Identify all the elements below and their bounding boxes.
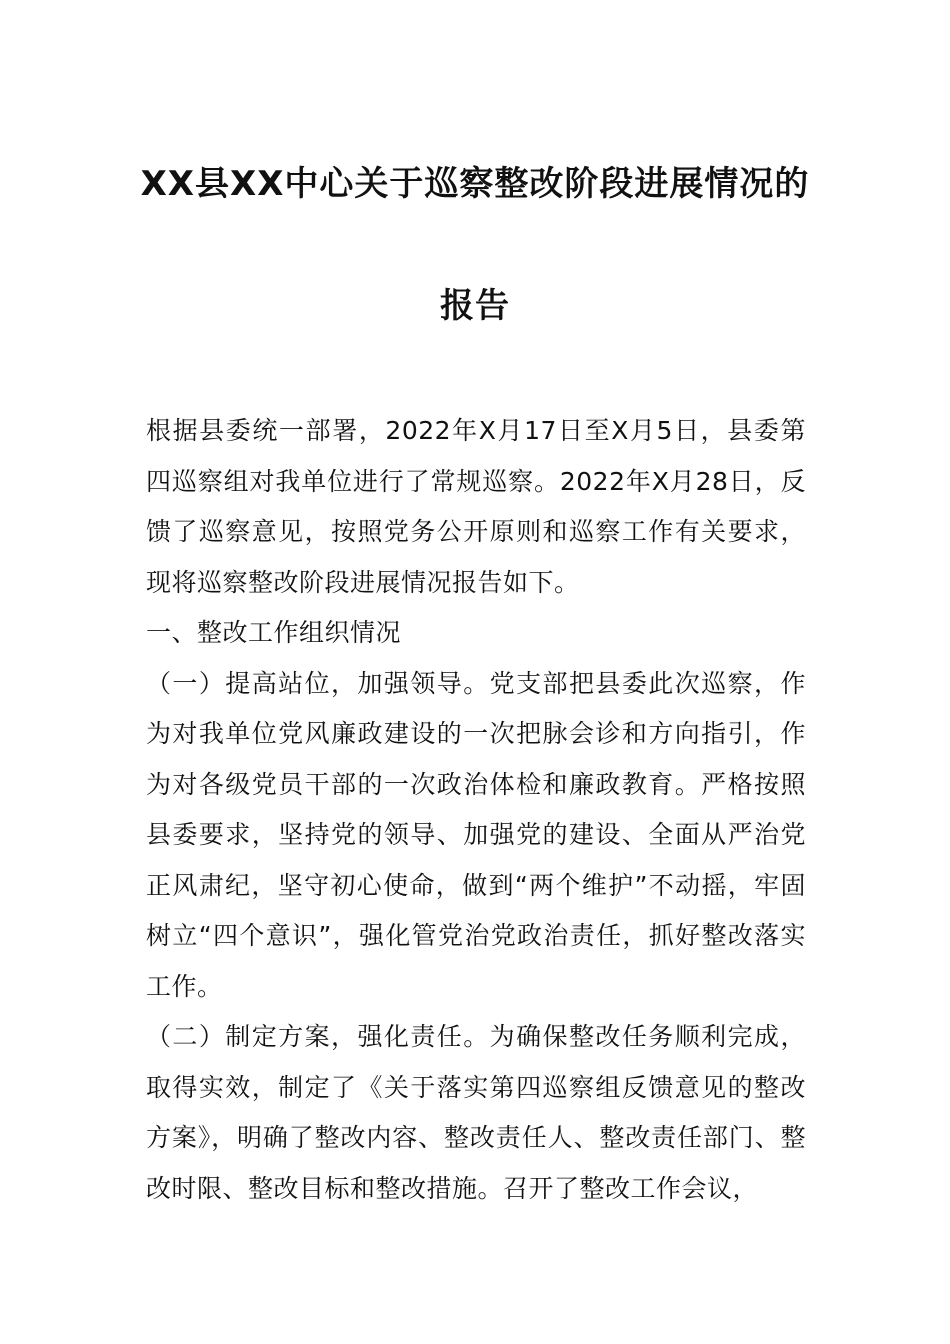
paragraph-subsection-1: （一）提高站位，加强领导。党支部把县委此次巡察，作为对我单位党风廉政建设的一次把脉会诊和方向指引，作为对各级党员干部的一次政治体检和廉政教育。严格按照县委要求，坚持党的领导、加强党的建设、全面从严治党正风肃纪，坚守初心使命，做到“两个维护”不动摇，牢固树立“四个意识”，强化管党治党政治责任，抓好整改落实工作。 [146, 668, 806, 1001]
section-heading-1: 一、整改工作组织情况 [146, 618, 402, 647]
paragraph-intro: 根据县委统一部署，2022年X月17日至X月5日，县委第四巡察组对我单位进行了常规巡察。2022年X月28日，反馈了巡察意见，按照党务公开原则和巡察工作有关要求，现将巡察整改阶段进展情况报告如下。 [146, 416, 806, 597]
document-body [146, 406, 806, 1214]
document-title-line-2: 报告 [440, 286, 510, 326]
paragraph-subsection-2: （二）制定方案，强化责任。为确保整改任务顺利完成，取得实效，制定了《关于落实第四巡察组反馈意见的整改方案》，明确了整改内容、整改责任人、整改责任部门、整改时限、整改目标和整改措施。召开了整改工作会议， [146, 1022, 806, 1203]
document-title-line-1: XX县XX中心关于巡察整改阶段进展情况的 [140, 164, 810, 204]
